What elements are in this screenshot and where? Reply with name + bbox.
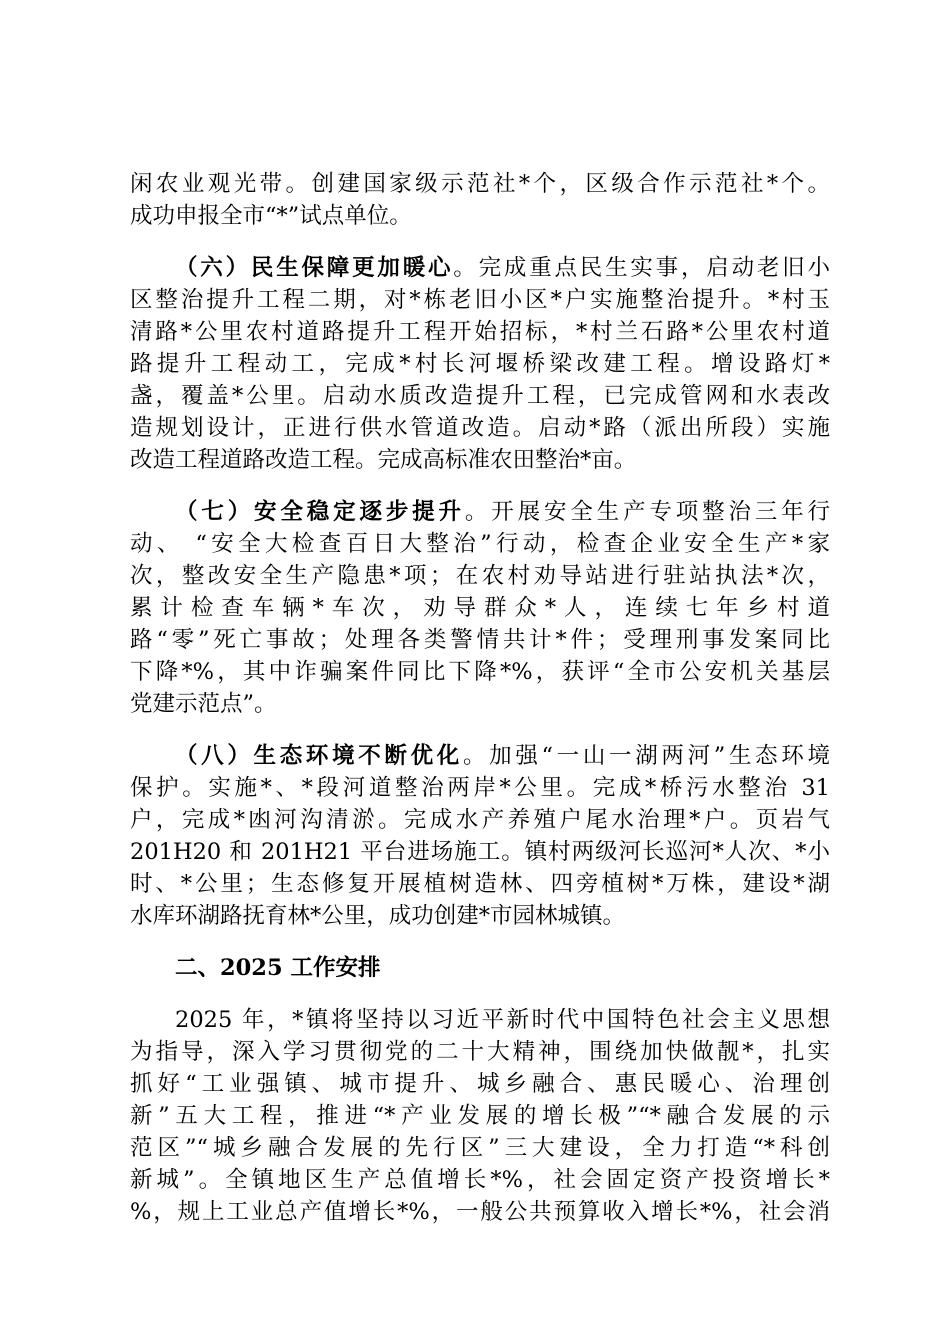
text-line: 水库环湖路抚育林*公里，成功创建*市园林城镇。 xyxy=(130,903,626,929)
paragraph-plan-2025 xyxy=(130,1004,830,1228)
text-line: 清路*公里农村道路提升工程开始招标，*村兰石路*公里农村道 xyxy=(130,319,830,345)
paragraph-safety xyxy=(130,496,830,720)
paragraph-title: （七）安全稳定逐步提升 xyxy=(175,499,465,525)
text-line: 路“零”死亡事故；处理各类警情共计*件；受理刑事发案同比 xyxy=(130,627,830,653)
text-span: 。加强“一山一湖两河”生态环境 xyxy=(462,743,830,769)
text-line xyxy=(130,740,830,772)
text-line: 时、*公里；生态修复开展植树造林、四旁植树*万株，建设*湖 xyxy=(130,871,830,897)
paragraph-title: （六）民生保障更加暖心 xyxy=(175,255,454,281)
text-line: 下降*%，其中诈骗案件同比下降*%，获评“全市公安机关基层 xyxy=(130,659,830,685)
text-line: 新”五大工程，推进“*产业发展的增长极”“*融合发展的示 xyxy=(130,1103,830,1129)
section-heading: 二、2025 工作安排 xyxy=(175,955,381,981)
text-line: 2025 年，*镇将坚持以习近平新时代中国特色社会主义思想 xyxy=(175,1007,830,1033)
document-page xyxy=(130,168,830,1228)
text-line: 闲农业观光带。创建国家级示范社*个，区级合作示范社*个。 xyxy=(130,171,830,197)
paragraph-title: （八）生态环境不断优化 xyxy=(175,743,463,769)
text-line: 区整治提升工程二期，对*栋老旧小区*户实施整治提升。*村玉 xyxy=(130,287,830,313)
paragraph-gap xyxy=(130,932,830,952)
text-line: 为指导，深入学习贯彻党的二十大精神，围绕加快做靓*，扎实 xyxy=(130,1039,830,1065)
text-line: 201H20 和 201H21 平台进场施工。镇村两级河长巡河*人次、*小 xyxy=(130,839,830,865)
text-line: 路提升工程动工，完成*村长河堰桥梁改建工程。增设路灯* xyxy=(130,351,830,377)
text-line: 保护。实施*、*段河道整治两岸*公里。完成*桥污水整治 31 xyxy=(130,775,830,801)
text-line: 动、 “安全大检查百日大整治”行动，检查企业安全生产*家 xyxy=(130,531,830,557)
text-line: 次，整改安全生产隐患*项；在农村劝导站进行驻站执法*次， xyxy=(130,563,830,589)
text-line xyxy=(130,496,830,528)
text-line: 成功申报全市“*”试点单位。 xyxy=(130,203,412,229)
text-line: 抓好“工业强镇、城市提升、城乡融合、惠民暖心、治理创 xyxy=(130,1071,830,1097)
paragraph-livelihood xyxy=(130,252,830,476)
text-line: 改造工程道路改造工程。完成高标准农田整治*亩。 xyxy=(130,447,637,473)
paragraph-gap xyxy=(130,476,830,496)
paragraph-gap xyxy=(130,232,830,252)
paragraph-ecology xyxy=(130,740,830,932)
text-line: 盏，覆盖*公里。启动水质改造提升工程，已完成管网和水表改 xyxy=(130,383,830,409)
paragraph-gap xyxy=(130,984,830,1004)
text-span: 。开展安全生产专项整治三年行 xyxy=(464,499,830,525)
text-line xyxy=(130,252,830,284)
text-line: 党建示范点”。 xyxy=(130,691,277,717)
paragraph-gap xyxy=(130,720,830,740)
text-line: 新城”。全镇地区生产总值增长*%，社会固定资产投资增长* xyxy=(130,1167,830,1193)
text-line: %，规上工业总产值增长*%，一般公共预算收入增长*%，社会消 xyxy=(130,1199,830,1225)
text-line: 户，完成*凼河沟清淤。完成水产养殖户尾水治理*户。页岩气 xyxy=(130,807,830,833)
paragraph-agri-tail xyxy=(130,168,830,232)
text-line: 累计检查车辆*车次，劝导群众*人，连续七年乡村道 xyxy=(130,595,830,621)
text-span: 。完成重点民生实事，启动老旧小 xyxy=(453,255,830,281)
text-line: 范区”“城乡融合发展的先行区”三大建设，全力打造“*科创 xyxy=(130,1135,830,1161)
text-line: 造规划设计，正进行供水管道改造。启动*路（派出所段）实施 xyxy=(130,415,830,441)
